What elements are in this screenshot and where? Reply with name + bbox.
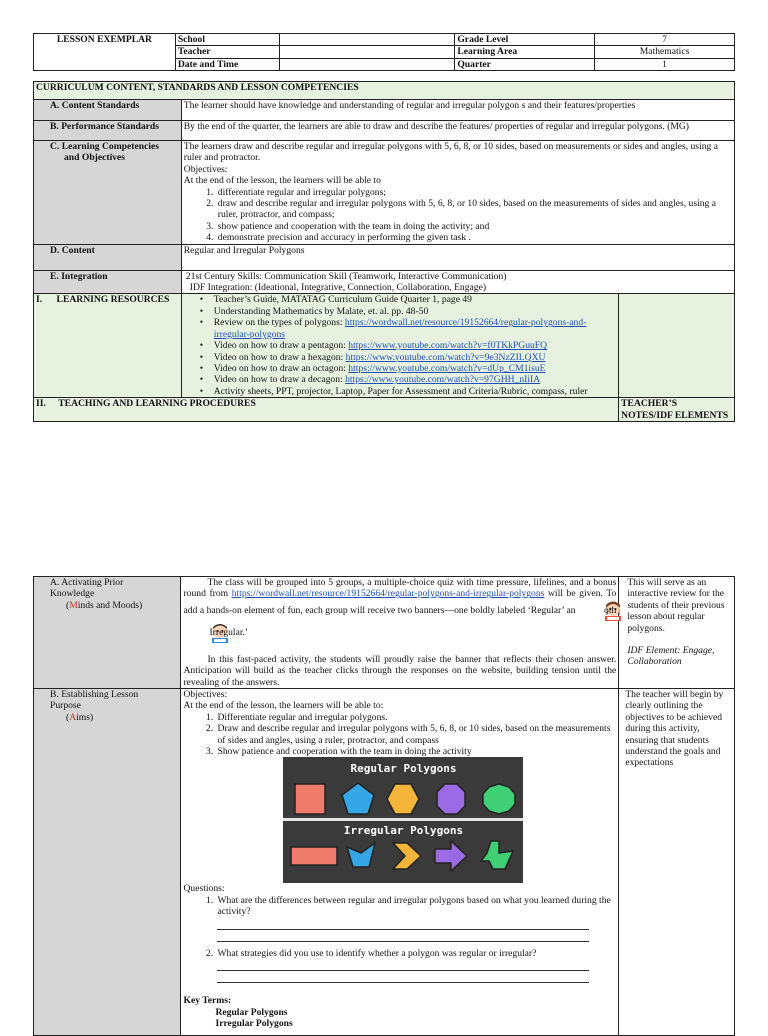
resource-link[interactable]: https://www.youtube.com/watch?v=97GHH_nIiIA	[345, 374, 541, 386]
header-table	[33, 33, 735, 71]
learning-area-value: Mathematics	[595, 46, 735, 58]
list-item	[214, 352, 616, 363]
list-item: • Understanding Mathematics by Malate, et. al. pp. 48-50	[214, 306, 616, 317]
activating-paragraph-2: In this fast-paced activity, the students will proudly raise the banner that reflects their chosen answer. Anticipation will build as the teacher clicks through the responses on the website, building tension until the revealing of the answers.	[183, 653, 617, 688]
answer-line[interactable]	[217, 918, 589, 930]
answer-line[interactable]	[217, 971, 589, 983]
competencies-label-line2: and Objectives	[64, 152, 126, 164]
activating-idf: IDF Element: Engage, Collaboration	[627, 645, 715, 668]
resource-link[interactable]: https://www.youtube.com/watch?v=f0TKkPGuuFQ	[348, 340, 548, 352]
resources-label	[34, 294, 182, 398]
square-shape	[295, 784, 325, 814]
question-text: What are the differences between regular and irregular polygons based on what you learned during the activity?	[217, 894, 611, 918]
resource-text: Review on the types of polygons:	[213, 317, 345, 329]
resource-text: Video on how to draw a pentagon:	[213, 340, 349, 352]
list-item: 1. differentiate regular and irregular polygons;	[216, 187, 732, 198]
list-item	[214, 374, 616, 385]
integration-line2: IDF Integration: (Ideational, Integrative, Connection, Collaboration, Engage)	[189, 282, 487, 294]
list-item: • Teacher’s Guide, MATATAG Curriculum Guide Quarter 1, page 49	[214, 294, 616, 305]
irregular-pentagon-shape	[347, 843, 375, 867]
competencies-objectives-label: Objectives:	[183, 163, 228, 175]
purpose-notes-text: The teacher will begin by clearly outlining the objectives to be achieved during this activity, ensuring that students understand the goals and expectations	[625, 689, 724, 769]
quarter-label: Quarter	[455, 58, 595, 70]
integration-line1: 21st Century Skills: Communication Skill (Teamwork, Interactive Communication)	[185, 270, 507, 282]
questions-list	[183, 895, 616, 942]
octagon-shape	[437, 784, 465, 814]
performance-standards-label: B. Performance Standards	[34, 121, 182, 141]
sub-letter: M	[69, 599, 78, 611]
school-label: School	[175, 34, 279, 46]
activating-label	[34, 577, 181, 689]
school-value	[279, 34, 455, 46]
activating-notes-text: This will serve as an interactive review for the students of their previous lesson about regular polygons.	[627, 577, 725, 634]
teacher-value	[279, 46, 455, 58]
curriculum-table	[33, 81, 735, 422]
competencies-objectives-intro: At the end of the lesson, the learners will be able to	[183, 175, 381, 187]
sub-paren: (	[66, 711, 70, 723]
purpose-objectives-list	[183, 712, 616, 758]
date-time-value	[279, 58, 455, 70]
procedures-heading	[34, 398, 619, 422]
purpose-notes	[619, 689, 735, 1036]
competencies-intro: The learners draw and describe regular and irregular polygons with 5, 6, 8, or 10 sides, based on measurements or sides and angles, using a ruler and protractor.	[183, 141, 718, 164]
activating-sub	[50, 600, 178, 611]
list-item	[214, 340, 616, 351]
procedures-num: II.	[36, 398, 46, 410]
purpose-cell	[181, 689, 619, 1036]
activating-label-line2: Knowledge	[50, 588, 95, 600]
decagon-shape	[483, 784, 515, 814]
performance-standards-text: By the end of the quarter, the learners are able to draw and describe the features/ properties of regular and irregular polygons. (MG)	[181, 121, 734, 141]
activating-notes	[619, 577, 735, 689]
purpose-objectives-label: Objectives:	[183, 689, 228, 701]
polygons-figure	[283, 757, 523, 883]
list-item	[215, 948, 616, 983]
resources-notes-cell	[619, 294, 735, 398]
purpose-objectives-intro: At the end of the lesson, the learners will be able to:	[183, 700, 384, 712]
irregular-polygons-title: Irregular Polygons	[343, 824, 464, 838]
purpose-label-line1: B. Establishing Lesson	[50, 689, 139, 701]
notes-heading-line2: NOTES/IDF ELEMENTS	[621, 409, 729, 421]
notes-heading	[619, 398, 735, 422]
polygons-image	[283, 757, 523, 883]
purpose-label-line2: Purpose	[50, 700, 81, 712]
questions-list-2	[183, 948, 616, 983]
irregular-banner-avatar-icon	[185, 622, 207, 644]
activating-label-line1: A. Activating Prior	[50, 577, 124, 588]
key-terms-label: Key Terms:	[183, 995, 232, 1007]
hexagon-shape	[387, 784, 419, 814]
list-item: 3. Show patience and cooperation with the team in doing the activity	[215, 746, 616, 757]
arrow-shape	[435, 841, 467, 871]
list-item	[215, 895, 616, 942]
answer-line[interactable]	[217, 930, 589, 942]
list-item: 1. Differentiate regular and irregular polygons.	[215, 712, 616, 723]
content-standards-text: The learner should have knowledge and understanding of regular and irregular polygon s and their features/properties	[181, 100, 734, 121]
resource-text: Video on how to draw an octagon:	[213, 362, 349, 374]
list-item: 4. demonstrate precision and accuracy in performing the given task .	[216, 232, 732, 243]
question-text: What strategies did you use to identify whether a polygon was regular or irregular?	[217, 947, 537, 959]
p1-end: Irregular.’	[209, 627, 249, 639]
grade-level-label: Grade Level	[455, 34, 595, 46]
competencies-objectives-list	[184, 187, 732, 244]
list-item: 2. draw and describe regular and irregular polygons with 5, 6, 8, or 10 sides, based on the measurements of sides and angles, using a ruler, protractor, and compass;	[216, 198, 732, 221]
activating-cell	[181, 577, 619, 689]
key-term: Irregular Polygons	[215, 1017, 293, 1029]
activating-paragraph-1	[183, 577, 616, 644]
key-term: Regular Polygons	[215, 1006, 288, 1018]
procedures-table	[33, 576, 735, 1036]
integration-cell	[181, 270, 734, 294]
resource-link[interactable]: https://www.youtube.com/watch?v=9e3NzZILQXU	[345, 351, 546, 363]
notes-heading-line1: TEACHER’S	[621, 398, 678, 410]
p1-mid: oth	[601, 605, 617, 617]
lesson-exemplar-title: LESSON EXEMPLAR	[34, 34, 176, 71]
irregular-decagon-shape	[481, 841, 513, 869]
answer-line[interactable]	[217, 959, 589, 971]
purpose-sub	[50, 712, 178, 723]
sub-paren: (	[66, 599, 70, 611]
procedures-title: TEACHING AND LEARNING PROCEDURES	[58, 398, 256, 410]
competencies-label-line1: C. Learning Competencies	[50, 141, 159, 152]
regular-banner-avatar-icon	[578, 600, 600, 622]
p1-before: The class will be grouped into 5 groups, a multiple-choice quiz with time pressure, lifelines, and a bonus round from	[183, 577, 617, 600]
resources-num: I.	[36, 294, 43, 306]
list-item: • Activity sheets, PPT, projector, Laptop, Paper for Assessment and Criteria/Rubric, compass, ruler	[214, 386, 616, 397]
curriculum-heading: CURRICULUM CONTENT, STANDARDS AND LESSON COMPETENCIES	[34, 82, 735, 100]
resources-list	[184, 294, 616, 397]
chevron-shape	[393, 843, 421, 869]
list-item: 2. Draw and describe regular and irregular polygons with 5, 6, 8, or 10 sides, based on the measurements of sides and angles, using a ruler, protractor, and compass	[215, 723, 616, 746]
purpose-label	[34, 689, 181, 1036]
resources-cell	[181, 294, 618, 398]
date-time-label: Date and Time	[175, 58, 279, 70]
sub-rest: inds and Moods)	[77, 599, 143, 611]
wordwall-link[interactable]: https://wordwall.net/resource/19152664/regular-polygons-and-irregular-polygons	[231, 588, 545, 600]
grade-level-value: 7	[595, 34, 735, 46]
content-standards-label: A. Content Standards	[34, 100, 182, 121]
learning-area-label: Learning Area	[455, 46, 595, 58]
pentagon-shape	[342, 783, 374, 814]
regular-polygons-title: Regular Polygons	[350, 762, 457, 776]
integration-label: E. Integration	[34, 270, 182, 294]
sub-rest: ims)	[76, 711, 94, 723]
resource-text: Video on how to draw a hexagon:	[213, 351, 346, 363]
teacher-label: Teacher	[175, 46, 279, 58]
resource-link[interactable]: https://wordwall.net/resource/19152664/regular-polygons-and-irregular-polygons	[213, 317, 587, 340]
sub-letter: A	[69, 711, 77, 723]
content-text: Regular and Irregular Polygons	[181, 244, 734, 270]
p1-after: will be given. To add a hands-on element of fun, each group will receive two banners—one boldly labeled ‘Regular’ an	[183, 588, 617, 617]
irregular-rectangle-shape	[291, 847, 337, 865]
content-label: D. Content	[34, 244, 182, 270]
questions-label: Questions:	[183, 883, 225, 895]
quarter-value: 1	[595, 58, 735, 70]
list-item: 3. show patience and cooperation with the team in doing the activity; and	[216, 221, 732, 232]
competencies-cell	[181, 141, 734, 245]
list-item	[214, 363, 616, 374]
resource-text: Video on how to draw a decagon:	[213, 374, 346, 386]
list-item	[214, 317, 616, 340]
resource-link[interactable]: https://www.youtube.com/watch?v=dUp_CM1isuE	[348, 362, 546, 374]
resources-title: LEARNING RESOURCES	[56, 294, 170, 306]
competencies-label	[34, 141, 182, 245]
